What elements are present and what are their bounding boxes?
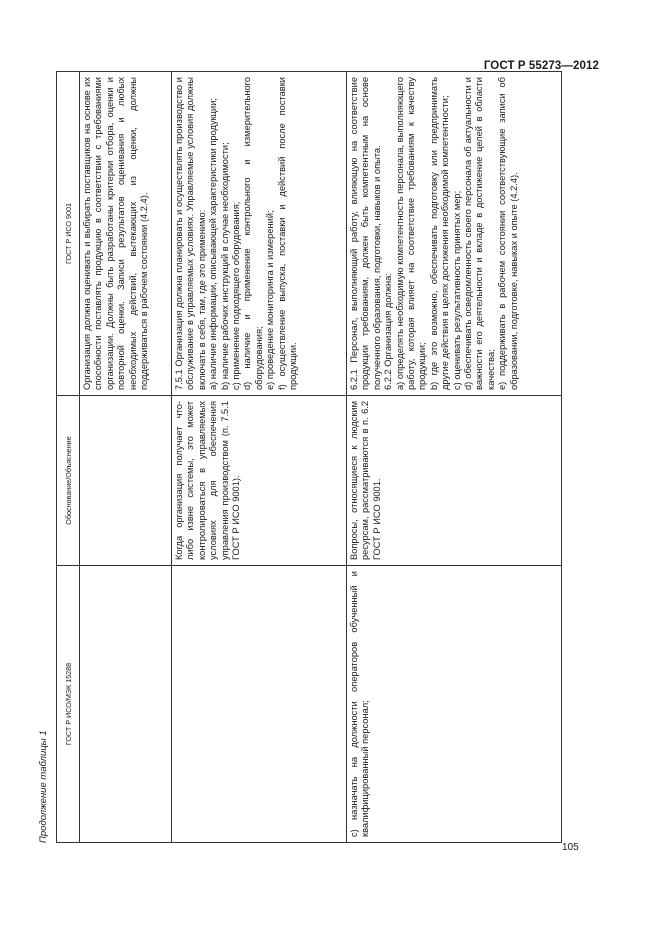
table-row <box>347 72 562 843</box>
rotated-table-container <box>38 77 548 843</box>
table-header-row <box>57 72 80 843</box>
column-header-iso-9001: ГОСТ Р ИСО 9001 <box>57 72 80 396</box>
table-row <box>80 72 172 843</box>
column-header-iso-15288: ГОСТ Р ИСО/МЭК 15288 <box>57 566 80 843</box>
comparison-table <box>56 71 562 843</box>
cell-iso-15288: с) назначать на должности операторов обученный и квалифицированный персонал; <box>347 566 562 843</box>
cell-justification: Вопросы, относящиеся к людским ресурсам, рассматриваются в п. 6.2 ГОСТ Р ИСО 9001. <box>347 396 562 566</box>
table-row <box>172 72 347 843</box>
table-caption: Продолжение таблицы 1 <box>38 730 49 843</box>
cell-iso-15288 <box>80 566 172 843</box>
column-header-justification: Обоснование/Объяснение <box>57 396 80 566</box>
cell-iso-9001: Организация должна оценивать и выбирать поставщиков на основе их способности поставлять продукцию в соответствии с требованиями организации. Должны быть разработаны критерии отбора, оценки и повторной оценки. Записи результатов оценивания и любых необходимых действий, вытекающих из оценки, должны поддерживаться в рабочем состоянии (4.2.4). <box>80 72 172 396</box>
cell-iso-15288 <box>172 566 347 843</box>
cell-justification: Когда организация получает что-либо извне системы, это может контролироваться в управляемых условиях для обеспечения управления производством (п. 7.5.1 ГОСТ Р ИСО 9001). <box>172 396 347 566</box>
cell-iso-9001: 7.5.1 Организация должна планировать и осуществлять производство и обслуживание в управляемых условиях. Управляемые условия должны включать в себя, там, где это применимо: а) наличие информации, описывающей характеристики продукции; b) наличие рабочих инструкций в случае необходимости; c) применение подходящего оборудования; d) наличие и применение контрольного и измерительного оборудования; e) проведение мониторинга и измерений; f) осуществление выпуска, поставки и действий после поставки продукции. <box>172 72 347 396</box>
cell-justification <box>80 396 172 566</box>
cell-iso-9001: 6.2.1 Персонал, выполняющий работу, влияющую на соответствие продукции требованиям, должен быть компетентным на основе полученного образования, подготовки, навыков и опыта. 6.2.2 Организация должна: a) определять необходимую компетентность персонала, выполняющего работу, которая влияет на соответствие требованиям к качеству продукции; b) где это возможно, обеспечивать подготовку или предпринимать другие действия в целях достижения необходимой компетентности; c) оценивать результативность принятых мер; d) обеспечивать осведомленность своего персонала об актуальности и важности его деятельности и вкладе в достижение целей в области качества; e) поддерживать в рабочем состоянии соответствующие записи об образовании, подготовке, навыках и опыте (4.2.4). <box>347 72 562 396</box>
page-number: 105 <box>562 842 579 853</box>
document-code: ГОСТ Р 55273—2012 <box>483 60 599 72</box>
